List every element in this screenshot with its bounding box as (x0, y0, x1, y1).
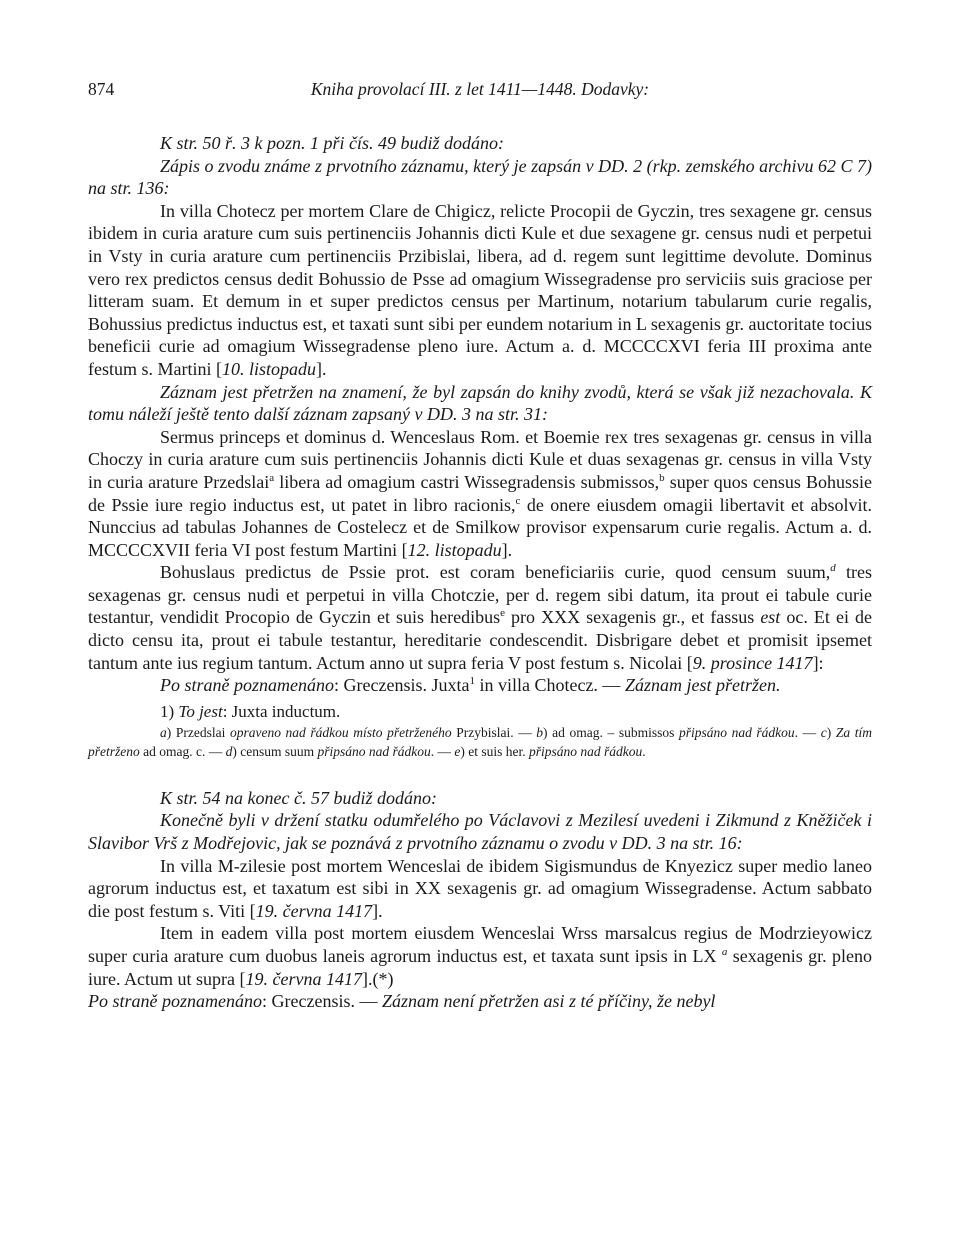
document-page (88, 78, 872, 1013)
margin-note: Po straně poznamenáno: Greczensis. — Záznam není přetržen asi z té příčiny, že nebyl (88, 991, 716, 1012)
page-number: 874 (88, 79, 115, 99)
footnote-1: 1) To jest: Juxta inductum. (160, 701, 341, 721)
record-paragraph: In villa Chotecz per mortem Clare de Chigicz, relicte Procopii de Gyczin, tres sexagene gr. census ibidem in curia arature cum suis pertinenciis Johannis dicti Kule et due sexagene gr. census nudi et perpetui in Vsty in curia arature cum pertinenciis Przibislai, libera, ad d. regem sunt legittime devolute. Dominus vero rex predictos census dedit Bohussio de Psse ad omagium Wissegradense pro serviciis suis graciose per litteram suam. Et demum in et super predictos census per Martinum, notarium tabularum curie regalis, Bohussius predictus inductus est, et taxati sunt sibi per eundem notarium in L sexagenis gr. auctoritate tocius beneficii curie ad omagium Wissegradense pleno iure. Actum a. d. MCCCCXVI feria III proxima ante festum s. Martini [10. listopadu]. (88, 200, 872, 379)
section-intro-2: Konečně byli v držení statku odumřelého po Václavovi z Mezilesí uvedeni i Zikmund z Kněžiček i Slavibor Vrš z Modřejovic, jak se poznává z prvotního záznamu o zvodu v DD. 3 na str. 16: (88, 810, 872, 854)
page-header (88, 78, 872, 102)
editor-note: Záznam jest přetržen na znamení, že byl zapsán do knihy zvodů, která se však již nezachovala. K tomu náleží ještě tento další záznam zapsaný v DD. 3 na str. 31: (88, 381, 872, 425)
critical-apparatus: a) Przedslai opraveno nad řádkou místo přetrženého Przybislai. — b) ad omag. – submissos připsáno nad řádkou. — c) Za tím přetrženo ad omag. c. — d) censum suum připsáno nad řádkou. — e) et suis her. připsáno nad řádkou. (88, 724, 872, 759)
record-paragraph: Item in eadem villa post mortem eiusdem Wenceslai Wrss marsalcus regius de Modrzieyowicz super curia arature cum duobus laneis agrorum inductus est, et taxata sunt ipsis in LX $^a$ sexagenis gr. pleno iure. Actum ut supra [19. června 1417].(*) (88, 923, 872, 989)
section-spacer (88, 761, 872, 787)
record-paragraph: Sermus princeps et dominus d. Wenceslaus Rom. et Boemie rex tres sexagenas gr. census in villa Choczy in curia arature cum suis pertinenciis Johannis dicti Kule et duas sexagenas gr. census in villa Vsty in curia arature Przedslai$^a$ libera ad omagium castri Wissegradensis submissos,$^b$ super quos census Bohussie de Pssie iure regio inductus est, ut patet in libro racionis,$^c$ de onere eiusdem omagii libertavit et absolvit. Nunccius ad tabulas Johannes de Costelecz et de Smilkow provisor expensarum curie regalis. Actum a. d. MCCCCXVII feria VI post festum Martini [12. listopadu]. (88, 426, 872, 560)
section-heading-1: K str. 50 ř. 3 k pozn. 1 při čís. 49 budiž dodáno: (160, 133, 505, 153)
margin-note: Po straně poznamenáno: Greczensis. Juxta$^1$ in villa Chotecz. — Záznam jest přetržen. (160, 675, 781, 696)
running-title: Kniha provolací III. z let 1411—1448. Dodavky: (310, 79, 650, 99)
section-intro-1: Zápis o zvodu známe z prvotního záznamu, který je zapsán v DD. 2 (rkp. zemského archivu 62 C 7) na str. 136: (88, 155, 872, 199)
section-heading-2: K str. 54 na konec č. 57 budiž dodáno: (160, 787, 437, 808)
record-paragraph: Bohuslaus predictus de Pssie prot. est coram beneficiariis curie, quod censum suum,$^d$ tres sexagenas gr. census nudi et perpetui in villa Chotczie, per d. regem sibi datum, ita prout ei tabule curie testantur, vendidit Procopio de Gyczin et suis heredibus$^e$ pro XXX sexagenis gr., et fassus est oc. Et ei de dicto censu ita, prout ei tabule testantur, hereditarie condescendit. Disbrigare debet et promisit ipsemet tantum ante ius regium tantum. Actum anno ut supra feria V post festum s. Nicolai [9. prosince 1417]: (88, 562, 872, 673)
record-paragraph: In villa M-zilesie post mortem Wenceslai de ibidem Sigismundus de Knyezicz super medio laneo agrorum inductus est, et taxatum est sibi in XX sexagenis gr. ad omagium Wissegradense. Actum sabbato die post festum s. Viti [19. června 1417]. (88, 855, 872, 921)
footnotes (88, 701, 872, 761)
